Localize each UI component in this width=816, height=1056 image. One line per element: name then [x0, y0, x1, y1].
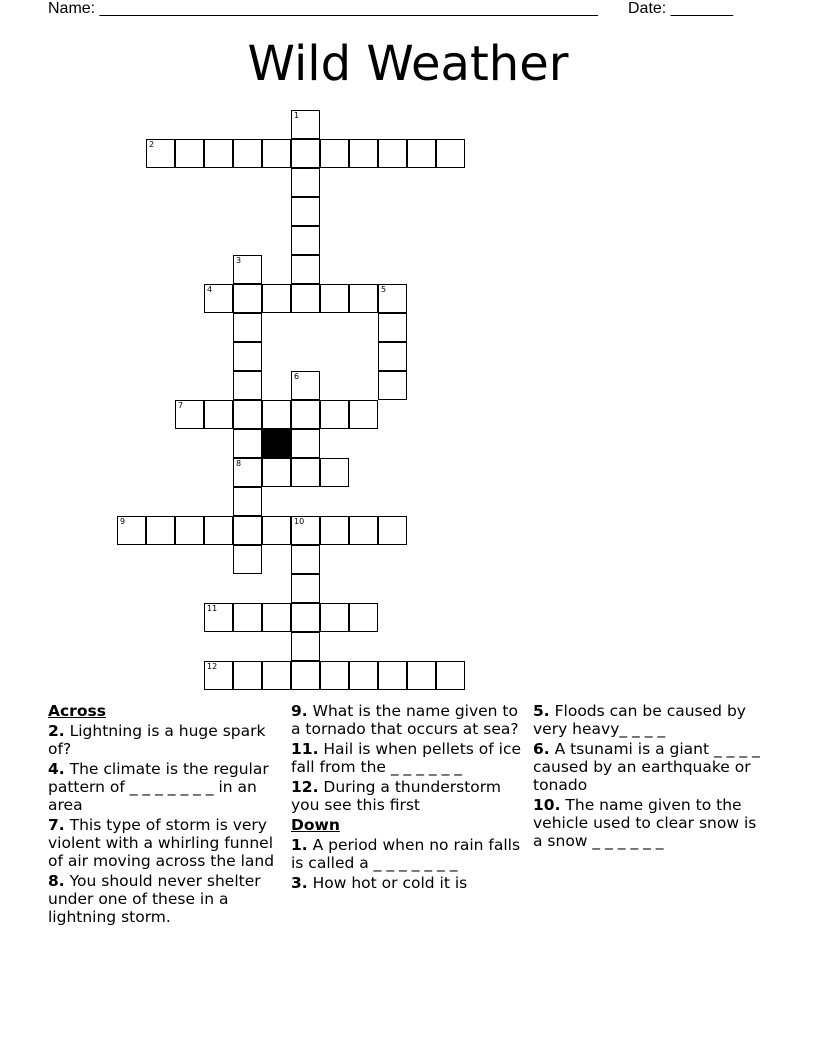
- clue-number: 10.: [533, 796, 561, 814]
- grid-cell[interactable]: [378, 342, 407, 371]
- grid-cell[interactable]: [262, 139, 291, 168]
- grid-cell[interactable]: [233, 458, 262, 487]
- clue-text: Lightning is a huge spark of?: [48, 722, 266, 758]
- clue-text: A period when no rain falls is called a _ _ _ _ _ _ _: [291, 836, 521, 872]
- grid-cell[interactable]: [291, 458, 320, 487]
- grid-cell[interactable]: [233, 139, 262, 168]
- grid-cell[interactable]: [291, 197, 320, 226]
- grid-cell[interactable]: [233, 400, 262, 429]
- clue-number: 8.: [48, 872, 65, 890]
- grid-cell[interactable]: [349, 139, 378, 168]
- grid-cell[interactable]: [291, 603, 320, 632]
- clue-number: 5.: [533, 702, 550, 720]
- clue-text: What is the name given to a tornado that occurs at sea?: [291, 702, 519, 738]
- grid-cell[interactable]: [291, 168, 320, 197]
- grid-cell[interactable]: [233, 342, 262, 371]
- clue-down-10: [533, 796, 768, 850]
- clue-text: Hail is when pellets of ice fall from the _ _ _ _ _ _: [291, 740, 522, 776]
- puzzle-title: Wild Weather: [247, 36, 569, 92]
- cell-number: 7: [178, 401, 184, 410]
- grid-cell[interactable]: [291, 400, 320, 429]
- grid-cell[interactable]: [291, 574, 320, 603]
- grid-cell[interactable]: [349, 400, 378, 429]
- clue-across-8: [48, 872, 283, 926]
- grid-cell[interactable]: [320, 284, 349, 313]
- grid-cell[interactable]: [291, 284, 320, 313]
- grid-cell[interactable]: [320, 139, 349, 168]
- grid-cell[interactable]: [175, 400, 204, 429]
- grid-cell[interactable]: [175, 516, 204, 545]
- grid-cell[interactable]: [320, 661, 349, 690]
- grid-cell[interactable]: [320, 400, 349, 429]
- cell-number: 5: [381, 285, 387, 294]
- cell-number: 3: [236, 256, 242, 265]
- clue-text: The climate is the regular pattern of _ _ _ _ _ _ _ in an area: [48, 760, 269, 814]
- grid-cell[interactable]: [378, 313, 407, 342]
- clue-text: How hot or cold it is: [307, 874, 468, 892]
- clue-text: During a thunderstorm you see this first: [291, 778, 501, 814]
- clues-column-1: [48, 702, 283, 928]
- grid-cell[interactable]: [233, 516, 262, 545]
- cell-number: 11: [207, 604, 218, 613]
- grid-block: [262, 429, 291, 458]
- grid-cell[interactable]: [378, 139, 407, 168]
- grid-cell[interactable]: [407, 661, 436, 690]
- grid-cell[interactable]: [349, 603, 378, 632]
- grid-cell[interactable]: [291, 226, 320, 255]
- clue-across-7: [48, 816, 283, 870]
- grid-cell[interactable]: [233, 603, 262, 632]
- clue-down-3: [291, 874, 526, 892]
- clues-column-2: [291, 702, 526, 894]
- clue-text: This type of storm is very violent with a whirling funnel of air moving across the land: [48, 816, 275, 870]
- grid-cell[interactable]: [320, 458, 349, 487]
- grid-cell[interactable]: [117, 516, 146, 545]
- clue-text: You should never shelter under one of these in a lightning storm.: [48, 872, 261, 926]
- clue-number: 7.: [48, 816, 65, 834]
- clue-text: The name given to the vehicle used to clear snow is a snow _ _ _ _ _ _: [533, 796, 757, 850]
- clue-number: 3.: [291, 874, 308, 892]
- clue-across-4: [48, 760, 283, 814]
- grid-cell[interactable]: [233, 487, 262, 516]
- grid-cell[interactable]: [233, 545, 262, 574]
- clue-number: 11.: [291, 740, 319, 758]
- clue-across-9: [291, 702, 526, 738]
- grid-cell[interactable]: [233, 371, 262, 400]
- grid-cell[interactable]: [291, 139, 320, 168]
- grid-cell[interactable]: [320, 603, 349, 632]
- grid-cell[interactable]: [436, 139, 465, 168]
- grid-cell[interactable]: [436, 661, 465, 690]
- clue-down-5: [533, 702, 768, 738]
- cell-number: 10: [294, 517, 305, 526]
- cell-number: 12: [207, 662, 218, 671]
- grid-cell[interactable]: [233, 313, 262, 342]
- clue-across-11: [291, 740, 526, 776]
- clues-column-3: [533, 702, 768, 852]
- cell-number: 9: [120, 517, 126, 526]
- clue-across-12: [291, 778, 526, 814]
- grid-cell[interactable]: [378, 371, 407, 400]
- grid-cell[interactable]: [349, 516, 378, 545]
- date-label: Date: _______: [628, 0, 733, 17]
- grid-cell[interactable]: [349, 284, 378, 313]
- grid-cell[interactable]: [204, 284, 233, 313]
- grid-cell[interactable]: [233, 661, 262, 690]
- name-label: Name: ________________________________________________________: [48, 0, 598, 17]
- grid-cell[interactable]: [233, 255, 262, 284]
- grid-cell[interactable]: [204, 139, 233, 168]
- clue-text: Floods can be caused by very heavy_ _ _ _: [533, 702, 746, 738]
- grid-cell[interactable]: [407, 139, 436, 168]
- clue-number: 6.: [533, 740, 550, 758]
- grid-cell[interactable]: [291, 516, 320, 545]
- clue-down-1: [291, 836, 526, 872]
- cell-number: 1: [294, 111, 300, 120]
- clue-text: A tsunami is a giant _ _ _ _ caused by an earthquake or tonado: [533, 740, 760, 794]
- grid-cell[interactable]: [204, 603, 233, 632]
- grid-cell[interactable]: [378, 516, 407, 545]
- grid-cell[interactable]: [262, 400, 291, 429]
- grid-cell[interactable]: [291, 632, 320, 661]
- grid-cell[interactable]: [291, 661, 320, 690]
- grid-cell[interactable]: [291, 429, 320, 458]
- grid-cell[interactable]: [204, 516, 233, 545]
- clue-down-6: [533, 740, 768, 794]
- cell-number: 4: [207, 285, 213, 294]
- clue-number: 1.: [291, 836, 308, 854]
- grid-cell[interactable]: [378, 661, 407, 690]
- grid-cell[interactable]: [262, 603, 291, 632]
- clue-across-2: [48, 722, 283, 758]
- clue-number: 4.: [48, 760, 65, 778]
- grid-cell[interactable]: [378, 284, 407, 313]
- grid-cell[interactable]: [175, 139, 204, 168]
- grid-cell[interactable]: [233, 429, 262, 458]
- grid-cell[interactable]: [204, 400, 233, 429]
- grid-cell[interactable]: [262, 284, 291, 313]
- cell-number: 6: [294, 372, 300, 381]
- grid-cell[interactable]: [233, 284, 262, 313]
- grid-cell[interactable]: [262, 516, 291, 545]
- down-heading: Down: [291, 816, 340, 834]
- grid-cell[interactable]: [291, 545, 320, 574]
- grid-cell[interactable]: [349, 661, 378, 690]
- clue-number: 2.: [48, 722, 65, 740]
- grid-cell[interactable]: [146, 139, 175, 168]
- grid-cell[interactable]: [291, 371, 320, 400]
- grid-cell[interactable]: [291, 255, 320, 284]
- grid-cell[interactable]: [204, 661, 233, 690]
- grid-cell[interactable]: [291, 110, 320, 139]
- clue-number: 12.: [291, 778, 319, 796]
- cell-number: 2: [149, 140, 155, 149]
- cell-number: 8: [236, 459, 242, 468]
- across-heading: Across: [48, 702, 106, 720]
- grid-cell[interactable]: [320, 516, 349, 545]
- clue-number: 9.: [291, 702, 308, 720]
- grid-cell[interactable]: [262, 458, 291, 487]
- grid-cell[interactable]: [262, 661, 291, 690]
- grid-cell[interactable]: [146, 516, 175, 545]
